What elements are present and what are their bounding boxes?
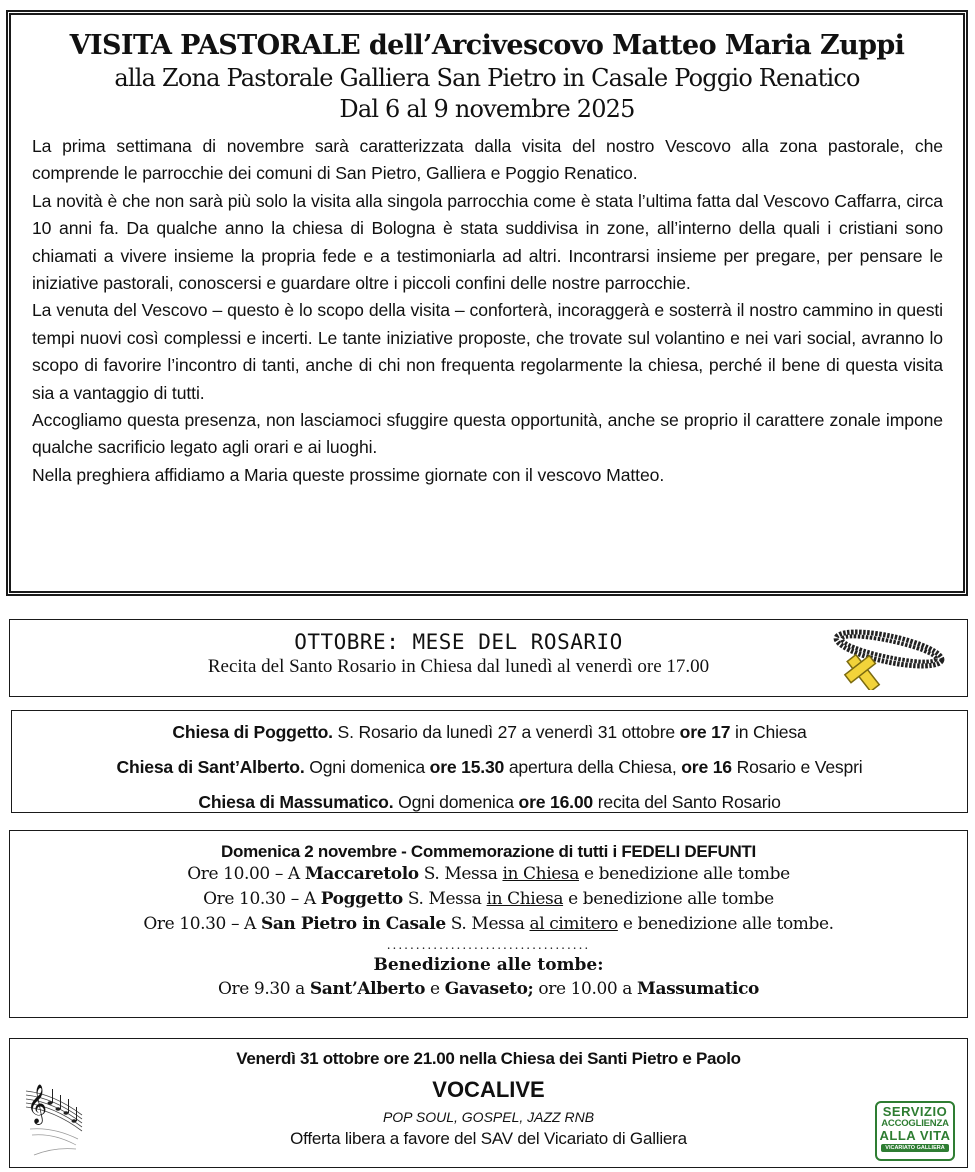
time: ore 15.30 [429,757,505,777]
place: Massumatico [637,979,759,999]
text: Ore 10.30 – A [143,914,261,934]
chiesa-name: Chiesa di Sant’Alberto. [116,757,305,777]
rosario-box [9,619,968,697]
vocalive-box [9,1038,968,1168]
time: ore 16 [681,757,732,777]
sav-logo-text: ACCOGLIENZA [881,1118,949,1129]
place: Poggetto [320,889,403,909]
location: al cimitero [529,914,618,934]
benedizione-title: Benedizione alle tombe: [373,955,604,975]
text: e benedizione alle tombe. [617,914,834,934]
visita-title: VISITA PASTORALE dell’Arcivescovo Matteo Maria Zuppi [69,30,905,61]
chiesa-line [12,753,967,781]
paragraph: La novità è che non sarà più solo la visita alla singola parrocchia come è stata l’ultima fatta dal Vescovo Caffarra, circa 10 anni fa. Da qualche anno la chiesa di Bologna è stata suddivisa in zone, all’interno della quali i cristiani sono chiamati a vivere insieme la propria fede e a testimoniarla ad altri. Incontrarsi insieme per pregare, per pensare le iniziative pastorali, conoscersi e guardare oltre i piccoli confini delle nostre parrocchie. [32,190,943,294]
vocalive-name: VOCALIVE [432,1077,545,1102]
visita-pastorale-box [6,10,968,596]
sav-logo-text: SERVIZIO [882,1104,948,1119]
vocalive-offer: Offerta libera a favore del SAV del Vicariato di Galliera [290,1129,687,1148]
text: recita del Santo Rosario [593,792,781,812]
chiesa-name: Chiesa di Massumatico. [198,792,394,812]
messa-line [10,912,967,937]
sav-logo-text: ALLA VITA [879,1128,951,1143]
text: e benedizione alle tombe [578,864,790,884]
sav-logo-frame [875,1101,955,1161]
chiesa-line [12,718,967,746]
defunti-box [9,830,968,1018]
place: Gavaseto; [444,979,534,999]
text: e [425,979,445,999]
text: Ore 10.30 – A [203,889,321,909]
paragraph: La venuta del Vescovo – questo è lo scopo della visita – conforterà, incoraggerà e sosterrà il nostro cammino in questi tempi nuovi così complessi e incerti. Le tante iniziative proposte, che trovate sul volantino e nei vari social, avranno lo scopo di favorire l’incontro di tanti, anche di chi non frequenta regolarmente la chiesa, perché il bene di questa visita sia a vantaggio di tutti. [32,300,943,403]
benedizione-line [10,977,967,1002]
text: apertura della Chiesa, [504,757,682,777]
text: ore 10.00 a [533,979,638,999]
location: in Chiesa [502,864,579,884]
visita-dates: Dal 6 al 9 novembre 2025 [339,95,635,123]
chiesa-name: Chiesa di Poggetto. [172,722,333,742]
place: Sant’Alberto [309,979,426,999]
rosary-icon [825,624,947,690]
text: S. Messa [418,864,503,884]
dotted-separator: ................................... [386,938,591,952]
svg-text:𝄞: 𝄞 [27,1084,48,1124]
time: ore 17 [679,722,731,742]
defunti-title: Domenica 2 novembre - Commemorazione di tutti i FEDELI DEFUNTI [221,842,756,861]
text: e benedizione alle tombe [563,889,774,909]
paragraph: Nella preghiera affidiamo a Maria queste prossime giornate con il vescovo Matteo. [32,464,665,485]
text: in Chiesa [730,722,807,742]
vocalive-genre: POP SOUL, GOSPEL, JAZZ RNB [382,1109,595,1125]
text: S. Messa [402,889,487,909]
text: Ogni domenica [304,757,430,777]
chiesa-line [12,788,967,816]
time: ore 16.00 [518,792,594,812]
text: Ore 9.30 a [217,979,310,999]
vocalive-date: Venerdì 31 ottobre ore 21.00 nella Chiesa dei Santi Pietro e Paolo [236,1049,741,1068]
chiese-box [11,710,968,813]
paragraph: La prima settimana di novembre sarà caratterizzata dalla visita del nostro Vescovo alla zona pastorale, che comprende le parrocchie dei comuni di San Pietro, Galliera e Poggio Renatico. [32,136,943,184]
place: San Pietro in Casale [260,914,446,934]
text: Ore 10.00 – A [187,864,305,884]
sav-logo [875,1101,955,1161]
messa-line [10,887,967,912]
text: S. Messa [445,914,530,934]
rosario-subtitle: Recita del Santo Rosario in Chiesa dal lunedì al venerdì ore 17.00 [207,656,710,677]
sav-logo-text: VICARIATO GALLIERA [881,1144,949,1152]
paragraph: Accogliamo questa presenza, non lasciamoci sfuggire questa opportunità, anche se proprio il carattere zonale impone qualche sacrificio legato agli orari e ai luoghi. [32,410,943,458]
location: in Chiesa [486,889,564,909]
text: Ogni domenica [393,792,519,812]
text: S. Rosario da lunedì 27 a venerdì 31 ottobre [332,722,680,742]
place: Maccaretolo [304,864,419,884]
text: Rosario e Vespri [731,757,863,777]
music-notes-icon [24,1069,84,1159]
visita-body [11,133,963,489]
visita-subtitle: alla Zona Pastorale Galliera San Pietro in Casale Poggio Renatico [114,64,860,92]
rosario-title: OTTOBRE: MESE DEL ROSARIO [294,630,623,654]
messa-line [10,862,967,887]
